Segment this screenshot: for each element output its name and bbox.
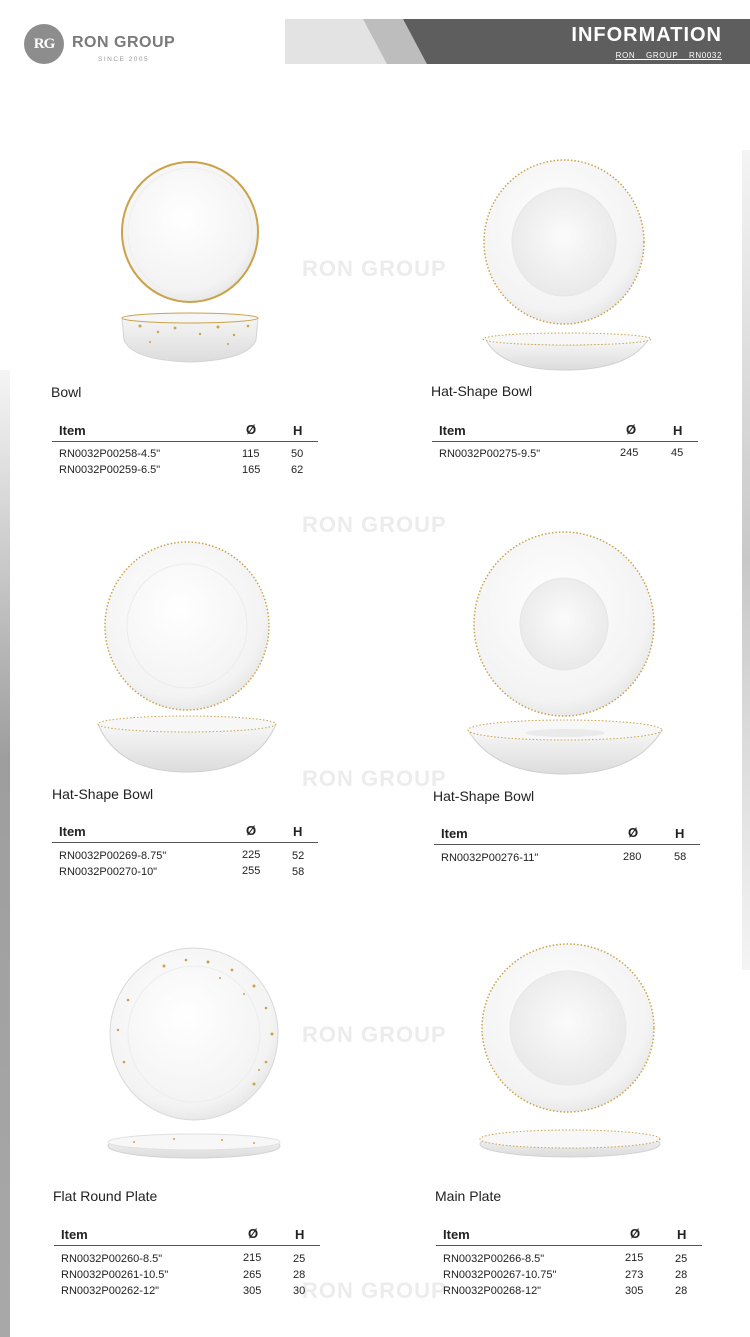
row-item: RN0032P00262-12"	[61, 1285, 160, 1297]
brand-since: SINCE 2005	[98, 56, 150, 63]
row-item: RN0032P00276-11"	[441, 852, 539, 864]
row-diameter: 280	[623, 851, 642, 863]
flat-round-plate-image	[104, 950, 284, 1175]
hat-shape-bowl-image	[478, 158, 658, 378]
row-diameter: 215	[243, 1252, 262, 1264]
row-diameter: 255	[242, 865, 261, 877]
row-diameter: 265	[243, 1269, 262, 1281]
row-diameter: 225	[242, 849, 261, 861]
watermark: RON GROUP	[302, 1022, 447, 1047]
row-item: RN0032P00275-9.5"	[439, 448, 541, 460]
hat-shape-bowl-image	[96, 540, 278, 780]
row-height: 58	[292, 866, 305, 878]
row-item: RN0032P00261-10.5"	[61, 1269, 169, 1281]
column-header-diameter: Ø	[246, 823, 257, 838]
column-header-diameter: Ø	[630, 1226, 641, 1241]
column-header-item: Item	[61, 1227, 88, 1242]
product-title: Flat Round Plate	[53, 1188, 158, 1204]
table-divider	[432, 441, 698, 442]
row-height: 28	[675, 1285, 688, 1297]
bowl-image	[110, 160, 270, 375]
table-divider	[52, 441, 318, 442]
column-header-height: H	[675, 826, 685, 841]
row-item: RN0032P00268-12"	[443, 1285, 542, 1297]
row-height: 25	[293, 1253, 306, 1265]
row-item: RN0032P00269-8.75"	[59, 850, 167, 862]
row-diameter: 245	[620, 447, 639, 459]
row-item: RN0032P00267-10.75"	[443, 1269, 557, 1281]
row-height: 52	[292, 850, 305, 862]
row-height: 30	[293, 1285, 306, 1297]
row-item: RN0032P00266-8.5"	[443, 1253, 545, 1265]
row-height: 62	[291, 464, 304, 476]
column-header-item: Item	[439, 423, 466, 438]
row-height: 28	[675, 1269, 688, 1281]
left-side-stripe	[0, 370, 10, 1337]
row-item: RN0032P00259-6.5"	[59, 464, 161, 476]
table-divider	[436, 1245, 702, 1246]
brand-name: RON GROUP	[72, 34, 176, 51]
row-height: 25	[675, 1253, 688, 1265]
column-header-height: H	[673, 423, 683, 438]
column-header-height: H	[677, 1227, 687, 1242]
right-side-stripe	[742, 150, 750, 970]
row-diameter: 215	[625, 1252, 644, 1264]
column-header-diameter: Ø	[248, 1226, 259, 1241]
product-title: Hat-Shape Bowl	[52, 786, 154, 802]
page-title: INFORMATION	[571, 24, 722, 46]
product-title: Hat-Shape Bowl	[433, 788, 535, 804]
row-item: RN0032P00258-4.5"	[59, 448, 161, 460]
column-header-diameter: Ø	[628, 825, 639, 840]
column-header-height: H	[295, 1227, 305, 1242]
column-header-diameter: Ø	[626, 422, 637, 437]
row-item: RN0032P00260-8.5"	[61, 1253, 163, 1265]
row-diameter: 305	[243, 1285, 262, 1297]
logo-monogram: RG	[33, 36, 55, 52]
brand-logo-icon	[24, 24, 64, 64]
column-header-item: Item	[59, 423, 86, 438]
column-header-item: Item	[441, 826, 468, 841]
table-divider	[434, 844, 700, 845]
watermark: RON GROUP	[302, 1278, 447, 1303]
row-diameter: 115	[242, 448, 260, 460]
column-header-height: H	[293, 423, 303, 438]
row-height: 58	[674, 851, 687, 863]
product-title: Hat-Shape Bowl	[431, 383, 533, 399]
watermark: RON GROUP	[302, 512, 447, 537]
column-header-item: Item	[443, 1227, 470, 1242]
row-diameter: 273	[625, 1269, 644, 1281]
main-plate-image	[476, 946, 662, 1176]
column-header-height: H	[293, 824, 303, 839]
product-title: Main Plate	[435, 1188, 502, 1204]
watermark: RON GROUP	[302, 766, 447, 791]
row-diameter: 165	[242, 464, 261, 476]
row-height: 50	[291, 448, 304, 460]
row-height: 45	[671, 447, 684, 459]
product-title: Bowl	[51, 384, 82, 400]
table-divider	[54, 1245, 320, 1246]
watermark: RON GROUP	[302, 256, 447, 281]
row-height: 28	[293, 1269, 306, 1281]
row-diameter: 305	[625, 1285, 644, 1297]
column-header-diameter: Ø	[246, 422, 257, 437]
hat-shape-bowl-image	[466, 530, 664, 780]
table-divider	[52, 842, 318, 843]
column-header-item: Item	[59, 824, 86, 839]
page-subtitle: RON GROUP RN0032	[615, 51, 722, 60]
row-item: RN0032P00270-10"	[59, 866, 158, 878]
